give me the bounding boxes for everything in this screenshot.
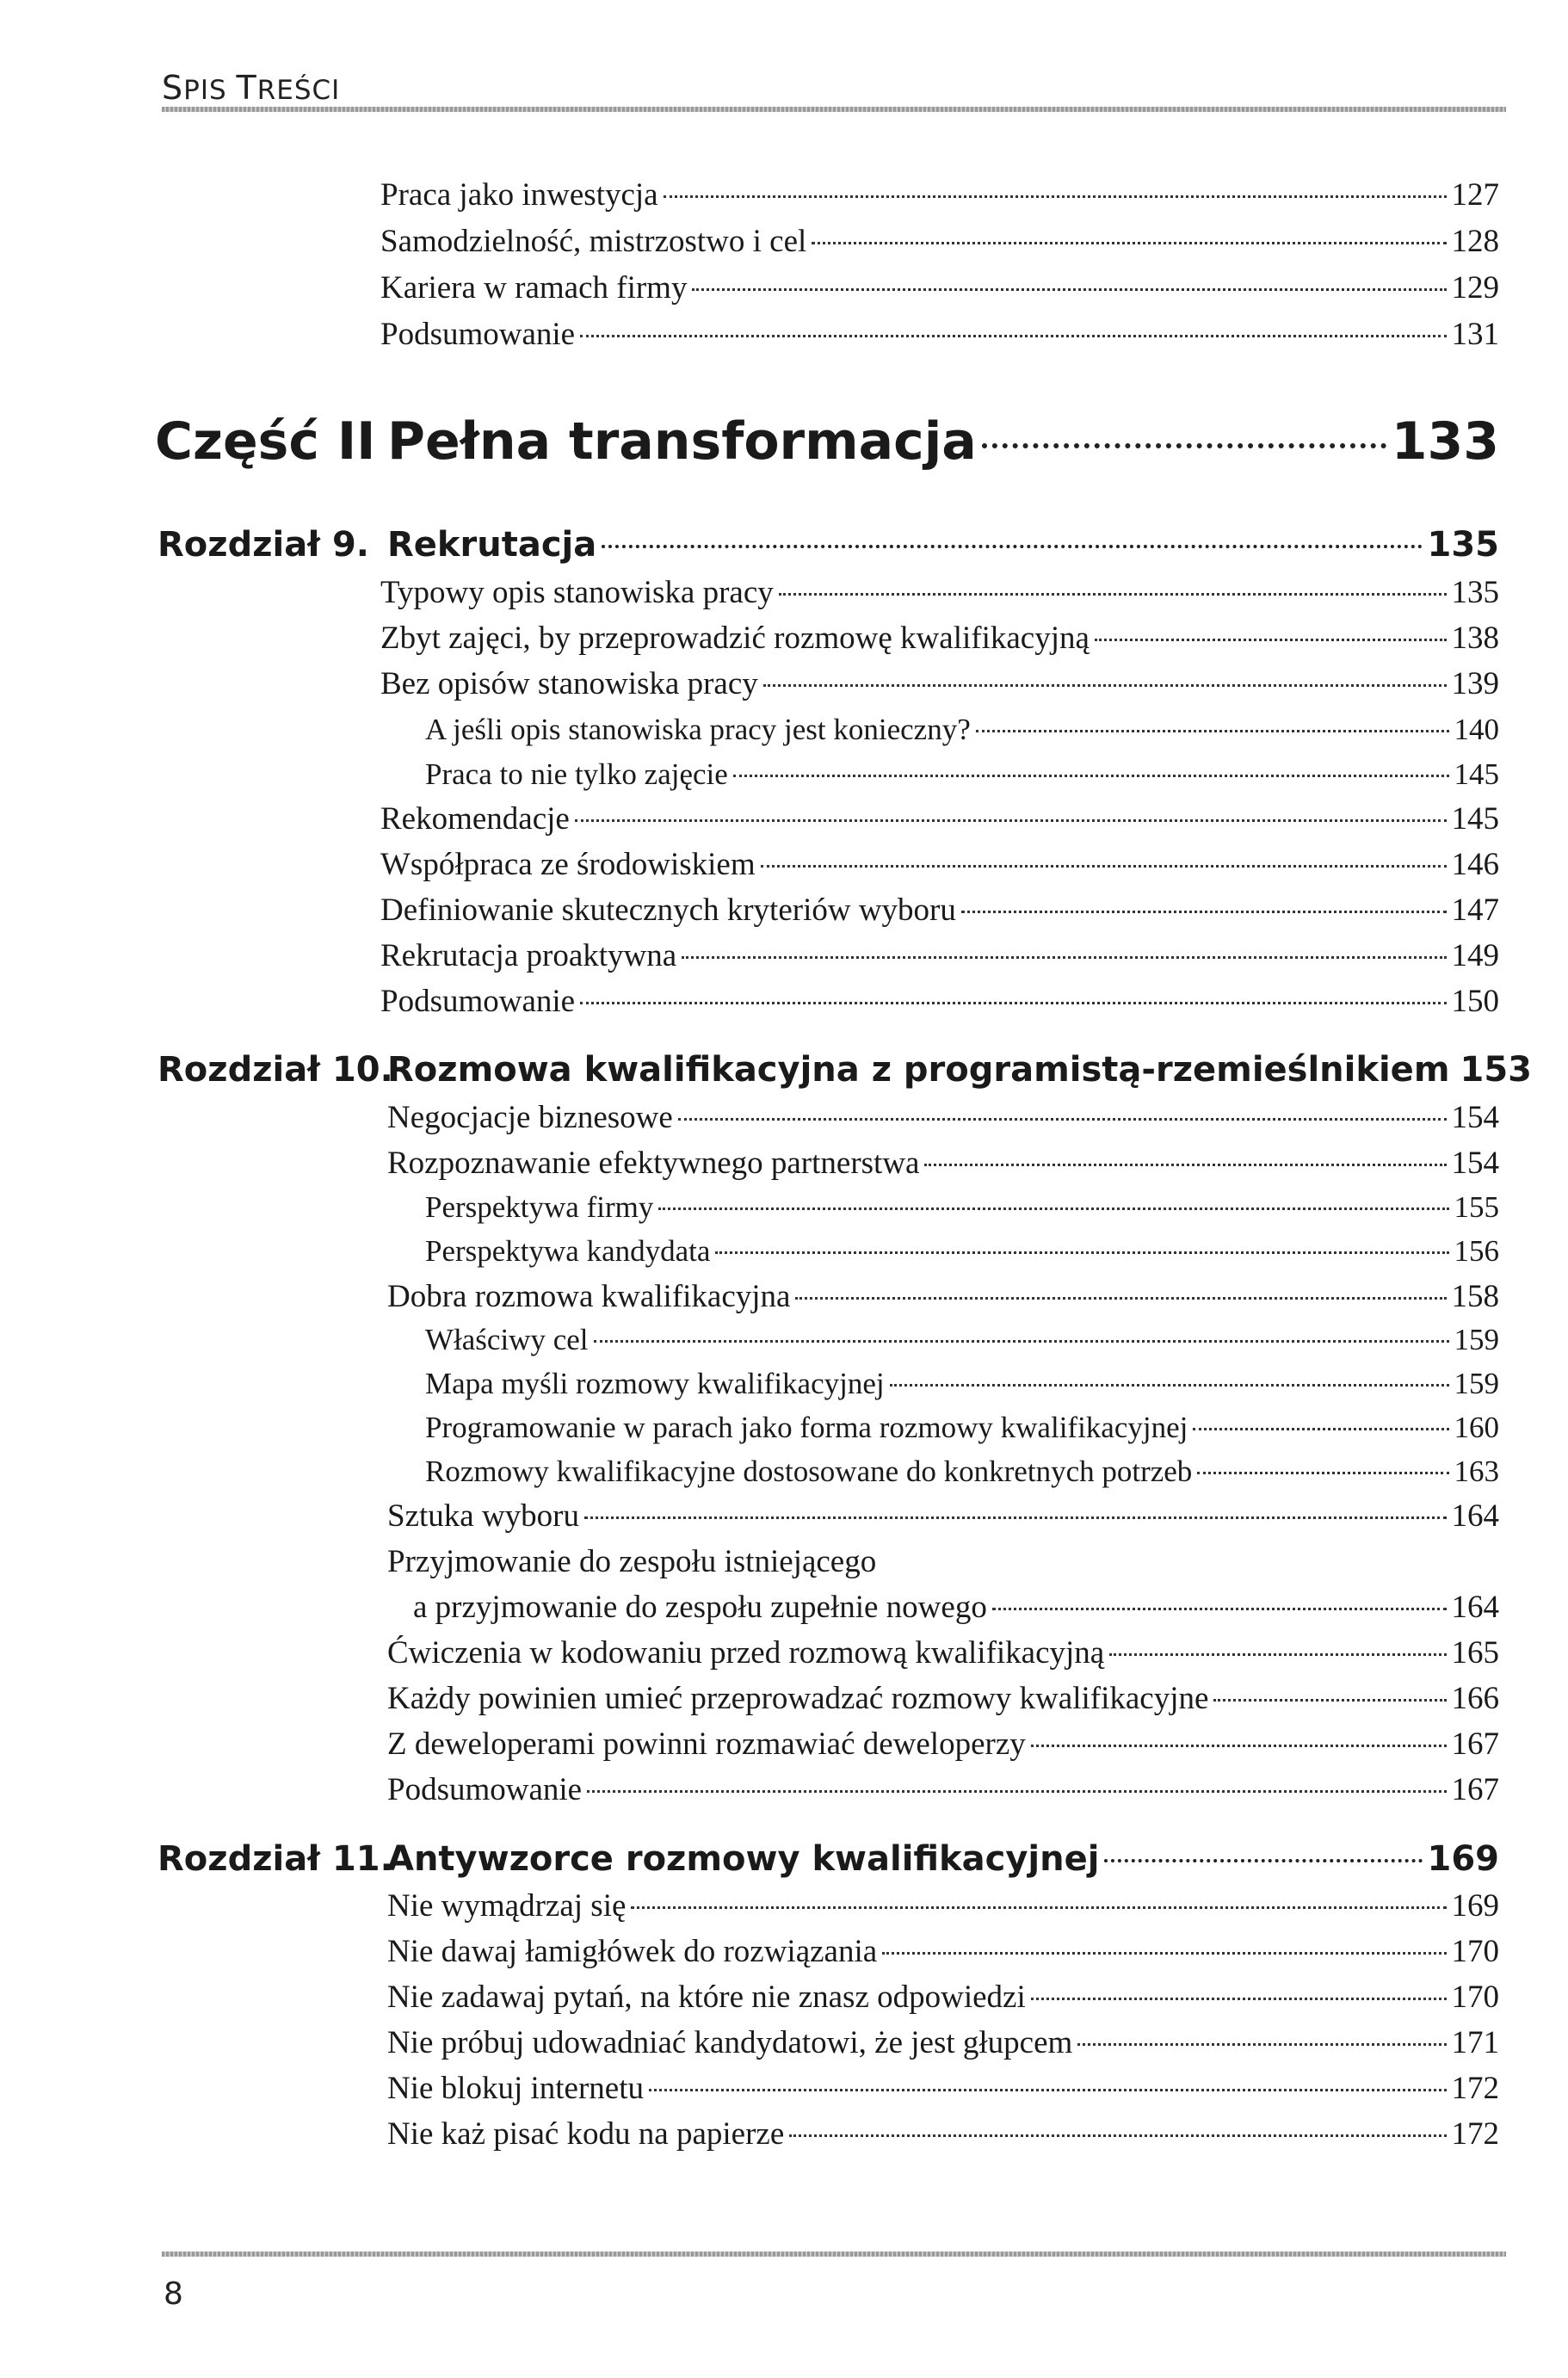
toc-subentry[interactable]: Perspektywa firmy 155 [425,1190,1499,1224]
toc-entry[interactable]: Praca jako inwestycja 127 [380,177,1499,213]
footer-rule [162,2251,1506,2257]
chapter-11-title[interactable]: Antywzorce rozmowy kwalifikacyjnej 169 [387,1839,1499,1879]
toc-entry[interactable]: Nie blokuj internetu 172 [387,2071,1499,2106]
toc-entry[interactable]: Z deweloperami powinni rozmawiać deweloperzy 167 [387,1726,1499,1762]
toc-entry[interactable]: Kariera w ramach firmy 129 [380,270,1499,306]
toc-entry[interactable]: Negocjacje biznesowe 154 [387,1100,1499,1135]
toc-subentry[interactable]: Perspektywa kandydata 156 [425,1234,1499,1268]
toc-entry[interactable]: Rozpoznawanie efektywnego partnerstwa 154 [387,1146,1499,1181]
toc-entry[interactable]: Ćwiczenia w kodowaniu przed rozmową kwalifikacyjną 165 [387,1635,1499,1671]
toc-entry[interactable]: Podsumowanie 131 [380,317,1499,352]
toc-entry[interactable]: Nie wymądrzaj się 169 [387,1888,1499,1924]
toc-entry[interactable]: Bez opisów stanowiska pracy 139 [380,666,1499,701]
toc-subentry[interactable]: Praca to nie tylko zajęcie 145 [425,757,1499,791]
header-rule [162,107,1506,112]
toc-entry[interactable]: Podsumowanie 150 [380,984,1499,1019]
toc-entry[interactable]: Rekomendacje 145 [380,801,1499,837]
toc-entry[interactable]: Nie zadawaj pytań, na które nie znasz odpowiedzi 170 [387,1980,1499,2015]
chapter-11-label: Rozdział 11. [157,1839,393,1879]
toc-entry[interactable]: Każdy powinien umieć przeprowadzać rozmowy kwalifikacyjne 166 [387,1681,1499,1716]
chapter-10-title[interactable]: Rozmowa kwalifikacyjna z programistą-rzemieślnikiem 153 [387,1050,1532,1090]
chapter-10-label: Rozdział 10. [157,1050,393,1090]
toc-entry[interactable]: Podsumowanie 167 [387,1772,1499,1807]
toc-subentry[interactable]: Programowanie w parach jako forma rozmowy kwalifikacyjnej 160 [425,1411,1499,1444]
toc-entry[interactable]: Nie dawaj łamigłówek do rozwiązania 170 [387,1934,1499,1969]
toc-entry-wrapped-first-line[interactable]: Przyjmowanie do zespołu istniejącego [387,1544,877,1579]
toc-entry[interactable]: Definiowanie skutecznych kryteriów wyboru 147 [380,893,1499,928]
part-title[interactable]: Pełna transformacja 133 [387,411,1499,472]
toc-entry[interactable]: Rekrutacja proaktywna 149 [380,938,1499,973]
toc-subentry[interactable]: Właściwy cel 159 [425,1323,1499,1356]
toc-subentry[interactable]: Mapa myśli rozmowy kwalifikacyjnej 159 [425,1367,1499,1400]
toc-entry[interactable]: Nie próbuj udowadniać kandydatowi, że jest głupcem 171 [387,2025,1499,2060]
chapter-9-title[interactable]: Rekrutacja 135 [387,525,1499,565]
toc-entry[interactable]: Samodzielność, mistrzostwo i cel 128 [380,224,1499,259]
toc-entry[interactable]: a przyjmowanie do zespołu zupełnie nowego 164 [413,1590,1499,1625]
toc-entry[interactable]: Sztuka wyboru 164 [387,1498,1499,1534]
part-label: Część II [155,411,376,472]
running-head: SPIS TREŚCI [162,69,341,107]
toc-entry[interactable]: Współpraca ze środowiskiem 146 [380,847,1499,882]
toc-entry[interactable]: Zbyt zajęci, by przeprowadzić rozmowę kwalifikacyjną 138 [380,621,1499,656]
toc-subentry[interactable]: A jeśli opis stanowiska pracy jest konieczny? 140 [425,713,1499,746]
toc-entry[interactable]: Nie każ pisać kodu na papierze 172 [387,2116,1499,2152]
toc-subentry[interactable]: Rozmowy kwalifikacyjne dostosowane do konkretnych potrzeb 163 [425,1455,1499,1488]
toc-entry[interactable]: Dobra rozmowa kwalifikacyjna 158 [387,1279,1499,1314]
page-number: 8 [164,2276,183,2312]
chapter-9-label: Rozdział 9. [157,525,369,565]
toc-entry[interactable]: Typowy opis stanowiska pracy 135 [380,575,1499,610]
